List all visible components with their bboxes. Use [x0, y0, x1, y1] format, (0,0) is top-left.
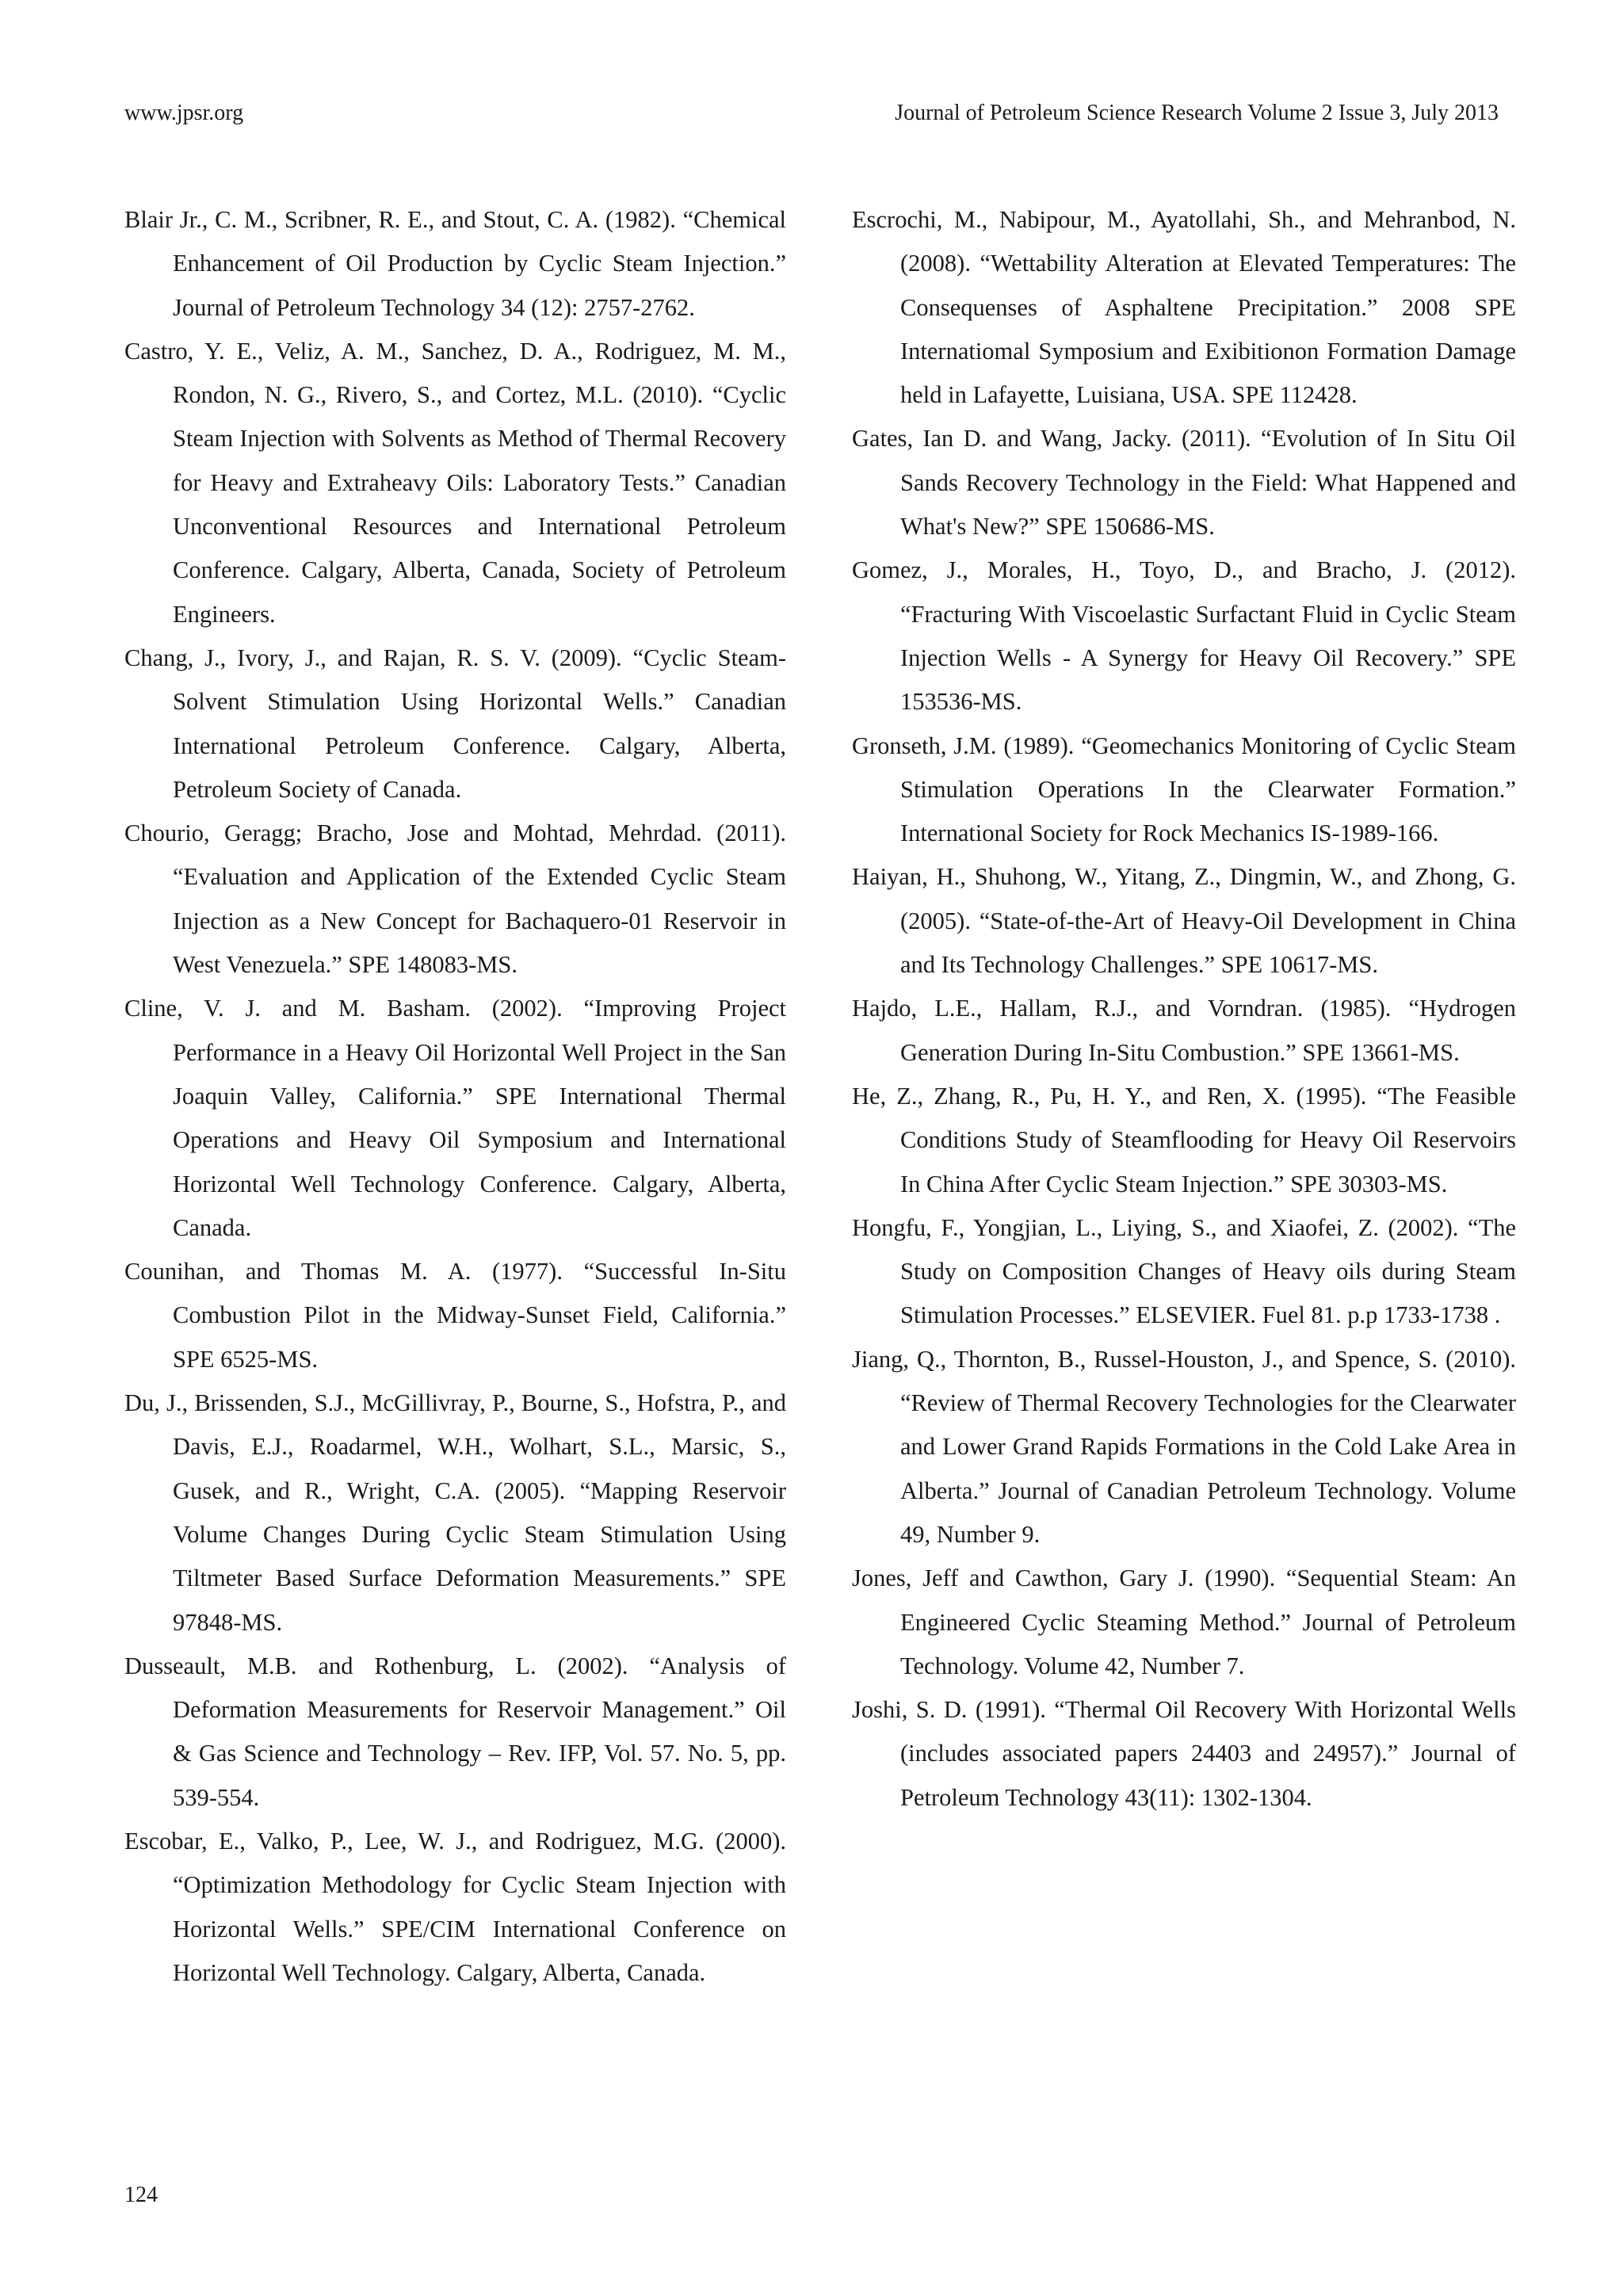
- reference-entry: Haiyan, H., Shuhong, W., Yitang, Z., Dingmin, W., and Zhong, G. (2005). “State-of-the-Art of Heavy-Oil Development in China and Its Technology Challenges.” SPE 10617-MS.: [852, 863, 1516, 979]
- reference-entry: Escrochi, M., Nabipour, M., Ayatollahi, Sh., and Mehranbod, N. (2008). “Wettability Alteration at Elevated Temperatures: The Consequenses of Asphaltene Precipitation.” 2008 SPE Internatiomal Symposium and Exibitionon Formation Damage held in Lafayette, Luisiana, USA. SPE 112428.: [852, 206, 1516, 409]
- reference-entry: Jiang, Q., Thornton, B., Russel-Houston, J., and Spence, S. (2010). “Review of Thermal Recovery Technologies for the Clearwater and Lower Grand Rapids Formations in the Cold Lake Area in Alberta.” Journal of Canadian Petroleum Technology. Volume 49, Number 9.: [852, 1345, 1516, 1548]
- references-left-column: [124, 198, 786, 1995]
- reference-entry: Jones, Jeff and Cawthon, Gary J. (1990). “Sequential Steam: An Engineered Cyclic Steaming Method.” Journal of Petroleum Technology. Volume 42, Number 7.: [852, 1564, 1516, 1679]
- page-number: 124: [124, 2183, 158, 2207]
- reference-entry: Hajdo, L.E., Hallam, R.J., and Vorndran. (1985). “Hydrogen Generation During In-Situ Combustion.” SPE 13661-MS.: [852, 995, 1516, 1066]
- reference-entry: Chang, J., Ivory, J., and Rajan, R. S. V. (2009). “Cyclic Steam-Solvent Stimulation Using Horizontal Wells.” Canadian International Petroleum Conference. Calgary, Alberta, Petroleum Society of Canada.: [124, 644, 786, 803]
- journal-title: Journal of Petroleum Science Research Volume 2 Issue 3, July 2013: [895, 101, 1499, 125]
- reference-entry: Joshi, S. D. (1991). “Thermal Oil Recovery With Horizontal Wells (includes associated papers 24403 and 24957).” Journal of Petroleum Technology 43(11): 1302-1304.: [852, 1696, 1516, 1811]
- reference-entry: Castro, Y. E., Veliz, A. M., Sanchez, D. A., Rodriguez, M. M., Rondon, N. G., Rivero, S., and Cortez, M.L. (2010). “Cyclic Steam Injection with Solvents as Method of Thermal Recovery for Heavy and Extraheavy Oils: Laboratory Tests.” Canadian Unconventional Resources and International Petroleum Conference. Calgary, Alberta, Canada, Society of Petroleum Engineers.: [124, 337, 786, 628]
- reference-entry: Blair Jr., C. M., Scribner, R. E., and Stout, C. A. (1982). “Chemical Enhancement of Oil Production by Cyclic Steam Injection.” Journal of Petroleum Technology 34 (12): 2757-2762.: [124, 206, 786, 321]
- references-right-column: [852, 198, 1516, 1820]
- reference-entry: Hongfu, F., Yongjian, L., Liying, S., and Xiaofei, Z. (2002). “The Study on Composition Changes of Heavy oils during Steam Stimulation Processes.” ELSEVIER. Fuel 81. p.p 1733-1738 .: [852, 1213, 1516, 1329]
- reference-entry: Gomez, J., Morales, H., Toyo, D., and Bracho, J. (2012). “Fracturing With Viscoelastic Surfactant Fluid in Cyclic Steam Injection Wells - A Synergy for Heavy Oil Recovery.” SPE 153536-MS.: [852, 556, 1516, 716]
- reference-entry: He, Z., Zhang, R., Pu, H. Y., and Ren, X. (1995). “The Feasible Conditions Study of Steamflooding for Heavy Oil Reservoirs In China After Cyclic Steam Injection.” SPE 30303-MS.: [852, 1082, 1516, 1198]
- reference-entry: Cline, V. J. and M. Basham. (2002). “Improving Project Performance in a Heavy Oil Horizontal Well Project in the San Joaquin Valley, California.” SPE International Thermal Operations and Heavy Oil Symposium and International Horizontal Well Technology Conference. Calgary, Alberta, Canada.: [124, 995, 786, 1241]
- reference-entry: Du, J., Brissenden, S.J., McGillivray, P., Bourne, S., Hofstra, P., and Davis, E.J., Roadarmel, W.H., Wolhart, S.L., Marsic, S., Gusek, and R., Wright, C.A. (2005). “Mapping Reservoir Volume Changes During Cyclic Steam Stimulation Using Tiltmeter Based Surface Deformation Measurements.” SPE 97848-MS.: [124, 1389, 786, 1636]
- reference-entry: Gronseth, J.M. (1989). “Geomechanics Monitoring of Cyclic Steam Stimulation Operations In the Clearwater Formation.” International Society for Rock Mechanics IS-1989-166.: [852, 732, 1516, 847]
- reference-entry: Dusseault, M.B. and Rothenburg, L. (2002). “Analysis of Deformation Measurements for Reservoir Management.” Oil & Gas Science and Technology – Rev. IFP, Vol. 57. No. 5, pp. 539-554.: [124, 1652, 786, 1811]
- page-header: [124, 94, 1499, 133]
- reference-entry: Counihan, and Thomas M. A. (1977). “Successful In-Situ Combustion Pilot in the Midway-Sunset Field, California.” SPE 6525-MS.: [124, 1258, 786, 1373]
- reference-entry: Escobar, E., Valko, P., Lee, W. J., and Rodriguez, M.G. (2000). “Optimization Methodology for Cyclic Steam Injection with Horizontal Wells.” SPE/CIM International Conference on Horizontal Well Technology. Calgary, Alberta, Canada.: [124, 1827, 786, 1986]
- reference-entry: Gates, Ian D. and Wang, Jacky. (2011). “Evolution of In Situ Oil Sands Recovery Technology in the Field: What Happened and What's New?” SPE 150686-MS.: [852, 425, 1516, 541]
- reference-entry: Chourio, Geragg; Bracho, Jose and Mohtad, Mehrdad. (2011). “Evaluation and Application of the Extended Cyclic Steam Injection as a New Concept for Bachaquero-01 Reservoir in West Venezuela.” SPE 148083-MS.: [124, 819, 786, 979]
- journal-website: www.jpsr.org: [124, 101, 244, 125]
